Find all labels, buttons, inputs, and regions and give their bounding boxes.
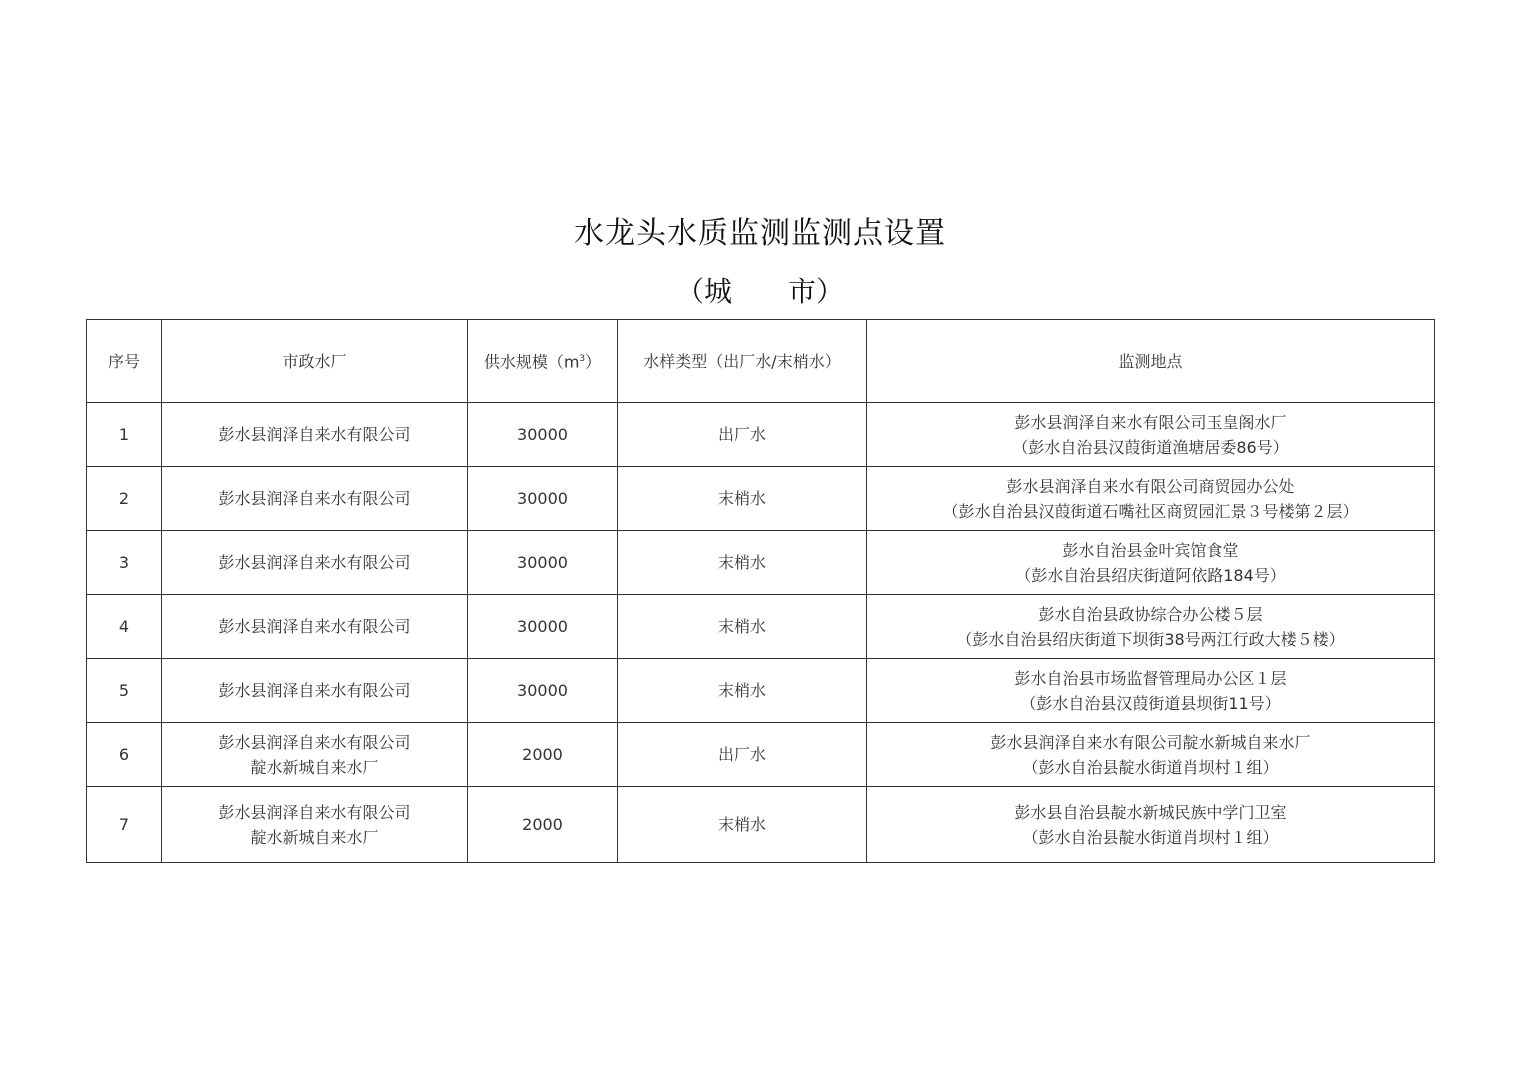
header-scale-suffix: ） — [585, 352, 602, 372]
row-index: 3 — [87, 531, 162, 595]
plant-line: 彭水县润泽自来水有限公司 — [218, 553, 411, 572]
row-location — [867, 659, 1435, 723]
plant-line: 彭水县润泽自来水有限公司 — [218, 681, 411, 700]
row-plant — [162, 595, 468, 659]
location-address: （彭水自治县汉葭街道渔塘居委86号） — [1012, 437, 1289, 457]
table-header-row — [87, 320, 1435, 403]
location-line: 彭水自治县金叶宾馆食堂 — [1062, 540, 1239, 560]
row-location — [867, 595, 1435, 659]
row-plant — [162, 659, 468, 723]
plant-line: 彭水县润泽自来水有限公司 — [218, 802, 411, 822]
row-scale: 2000 — [468, 723, 618, 787]
row-location — [867, 787, 1435, 863]
location-line: 彭水自治县市场监督管理局办公区１层 — [1014, 668, 1287, 688]
row-index: 5 — [87, 659, 162, 723]
row-location — [867, 531, 1435, 595]
row-scale: 30000 — [468, 403, 618, 467]
location-address: （彭水自治县绍庆街道阿依路184号） — [1015, 565, 1286, 585]
row-plant — [162, 467, 468, 531]
location-address: （彭水自治县绍庆街道下坝街38号两江行政大楼５楼） — [956, 629, 1345, 649]
location-address: （彭水自治县汉葭街道县坝街11号） — [1020, 693, 1281, 713]
row-sample-type: 出厂水 — [618, 723, 867, 787]
table-row — [87, 723, 1435, 787]
table-row — [87, 787, 1435, 863]
location-address: （彭水自治县汉葭街道石嘴社区商贸园汇景３号楼第２层） — [942, 501, 1359, 521]
header-index: 序号 — [87, 320, 162, 403]
row-location — [867, 723, 1435, 787]
header-scale-prefix: 供水规模（m — [483, 352, 580, 372]
plant-subline: 靛水新城自来水厂 — [250, 757, 379, 777]
row-sample-type: 末梢水 — [618, 595, 867, 659]
row-scale: 2000 — [468, 787, 618, 863]
location-address: （彭水自治县靛水街道肖坝村１组） — [1022, 827, 1279, 847]
row-plant — [162, 723, 468, 787]
row-scale: 30000 — [468, 531, 618, 595]
row-plant — [162, 787, 468, 863]
row-scale: 30000 — [468, 467, 618, 531]
row-scale: 30000 — [468, 659, 618, 723]
plant-line: 彭水县润泽自来水有限公司 — [218, 732, 411, 752]
row-sample-type: 出厂水 — [618, 403, 867, 467]
header-scale-sup: 3 — [579, 354, 586, 365]
header-sample-type: 水样类型（出厂水/末梢水） — [618, 320, 867, 403]
location-line: 彭水县润泽自来水有限公司靛水新城自来水厂 — [990, 732, 1311, 752]
row-sample-type: 末梢水 — [618, 467, 867, 531]
row-index: 4 — [87, 595, 162, 659]
location-line: 彭水县自治县靛水新城民族中学门卫室 — [1014, 802, 1287, 822]
table-row — [87, 595, 1435, 659]
row-plant — [162, 403, 468, 467]
document-subtitle: （城 市） — [675, 275, 844, 308]
table-row — [87, 467, 1435, 531]
plant-line: 彭水县润泽自来水有限公司 — [218, 425, 411, 444]
row-sample-type: 末梢水 — [618, 787, 867, 863]
plant-line: 彭水县润泽自来水有限公司 — [218, 489, 411, 508]
location-line: 彭水县润泽自来水有限公司商贸园办公处 — [1006, 476, 1295, 496]
table-row — [87, 659, 1435, 723]
table-row — [87, 531, 1435, 595]
location-address: （彭水自治县靛水街道肖坝村１组） — [1022, 757, 1279, 777]
monitoring-points-table — [86, 319, 1435, 863]
table-row — [87, 403, 1435, 467]
header-plant: 市政水厂 — [162, 320, 468, 403]
row-index: 6 — [87, 723, 162, 787]
row-index: 1 — [87, 403, 162, 467]
row-scale: 30000 — [468, 595, 618, 659]
header-scale — [468, 320, 618, 403]
row-sample-type: 末梢水 — [618, 659, 867, 723]
location-line: 彭水县润泽自来水有限公司玉皇阁水厂 — [1014, 412, 1287, 432]
document-title: 水龙头水质监测监测点设置 — [574, 216, 946, 251]
row-location — [867, 467, 1435, 531]
row-location — [867, 403, 1435, 467]
plant-line: 彭水县润泽自来水有限公司 — [218, 617, 411, 636]
plant-subline: 靛水新城自来水厂 — [250, 827, 379, 847]
row-plant — [162, 531, 468, 595]
row-index: 2 — [87, 467, 162, 531]
header-location: 监测地点 — [867, 320, 1435, 403]
row-index: 7 — [87, 787, 162, 863]
location-line: 彭水自治县政协综合办公楼５层 — [1038, 604, 1263, 624]
row-sample-type: 末梢水 — [618, 531, 867, 595]
